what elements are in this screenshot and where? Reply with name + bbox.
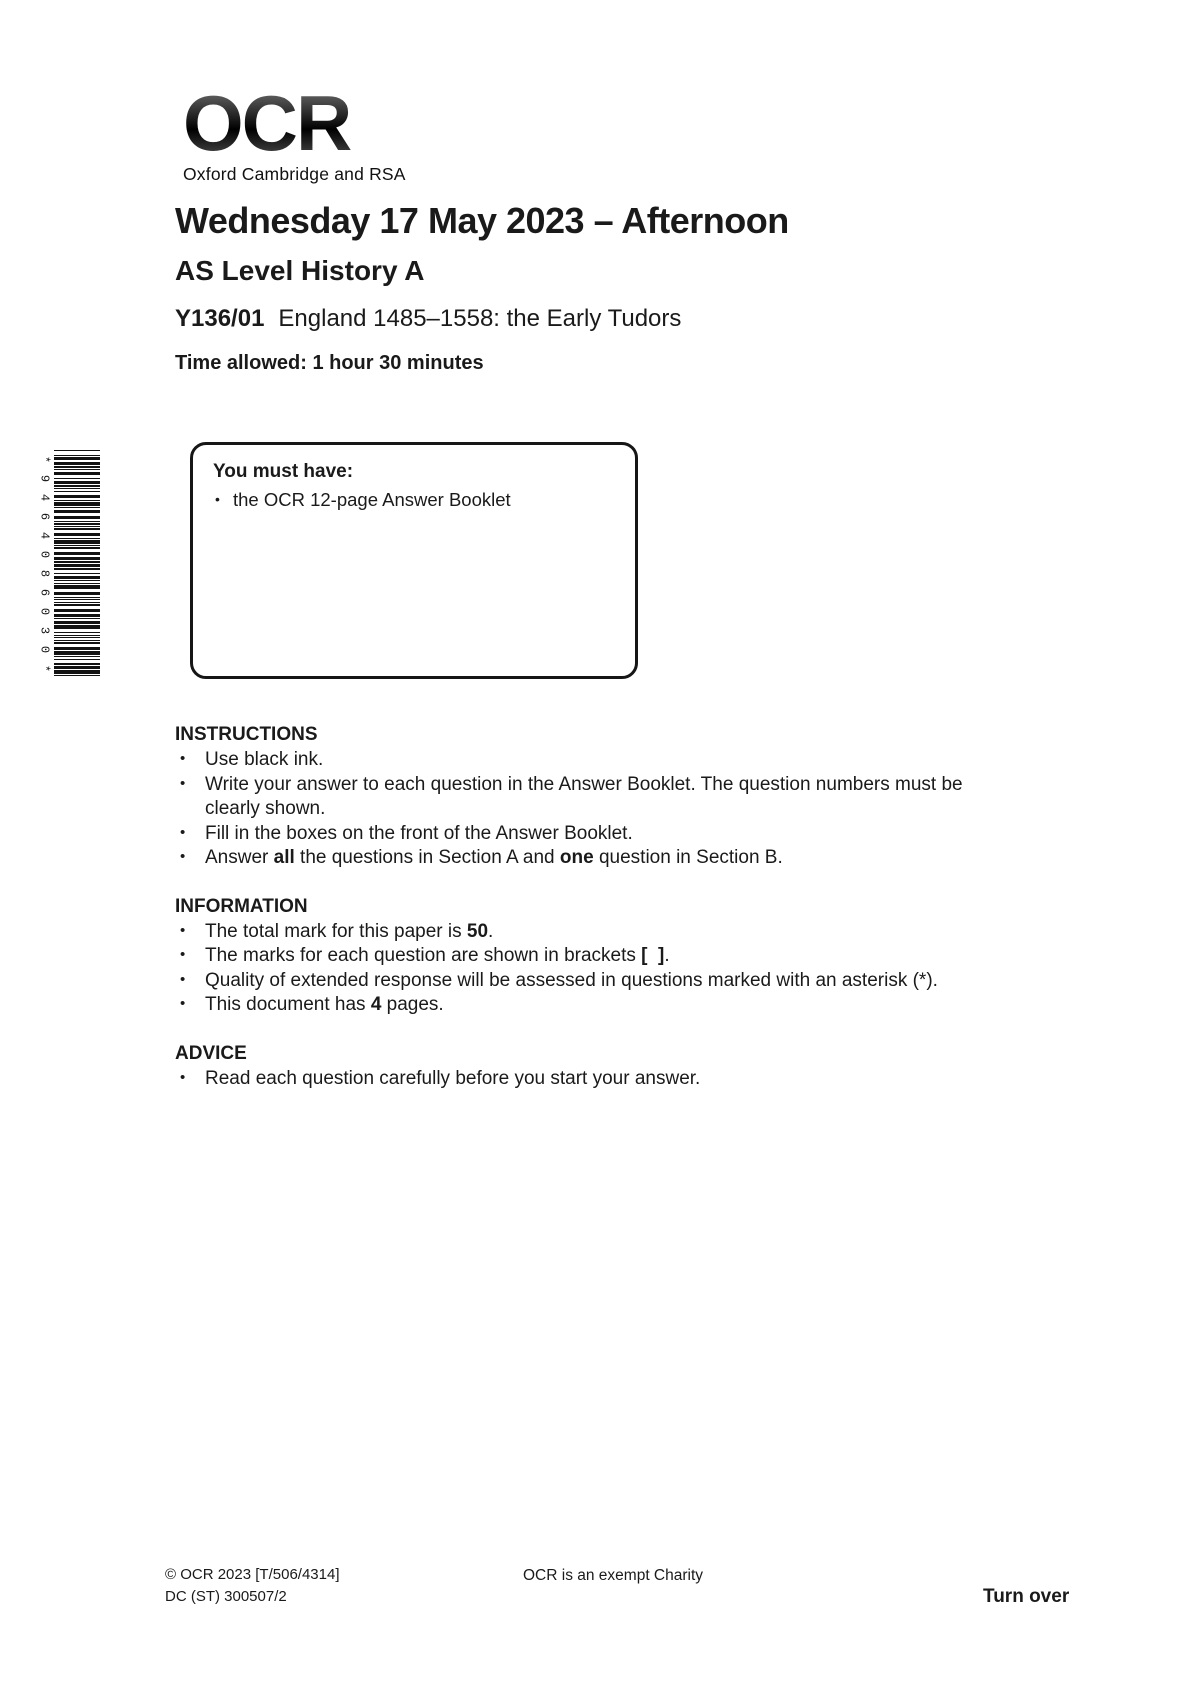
bullet-icon: •	[180, 848, 186, 865]
bullet-icon: •	[180, 774, 186, 792]
ocr-logo-text: OCR	[183, 84, 406, 162]
section-bullet-list	[175, 920, 1005, 1018]
footer-reference: DC (ST) 300507/2	[165, 1588, 287, 1605]
bullet-item	[175, 773, 1005, 822]
section-heading: ADVICE	[175, 1042, 247, 1064]
you-must-have-box	[190, 442, 638, 679]
must-have-item-text: the OCR 12-page Answer Booklet	[233, 489, 511, 510]
bullet-text: The total mark for this paper is 50.	[205, 920, 494, 942]
bullet-item	[175, 944, 1005, 969]
bullet-text: This document has 4 pages.	[205, 994, 444, 1015]
footer-charity-note: OCR is an exempt Charity	[523, 1567, 704, 1584]
qualification-title: AS Level History A	[175, 255, 425, 286]
barcode-text: * 9 4 6 4 0 8 6 0 3 0 *	[37, 455, 52, 673]
bullet-icon: •	[180, 823, 186, 841]
bullet-item	[175, 969, 1005, 994]
bullet-text: Read each question carefully before you start your answer.	[205, 1067, 701, 1089]
bullet-icon: •	[180, 921, 186, 939]
exam-date-title: Wednesday 17 May 2023 – Afternoon	[175, 200, 789, 241]
bullet-text: The marks for each question are shown in brackets [ ].	[205, 945, 670, 966]
barcode-bars	[54, 450, 100, 680]
paper-code: Y136/01	[175, 305, 265, 332]
bullet-text: Use black ink.	[205, 749, 324, 770]
bullet-item	[175, 920, 1005, 945]
bullet-item	[175, 993, 1005, 1018]
barcode	[36, 450, 100, 680]
bullet-text: Quality of extended response will be assessed in questions marked with an asterisk (*).	[205, 969, 938, 991]
bullet-text: Write your answer to each question in the Answer Booklet. The question numbers must be clearly shown.	[205, 773, 963, 819]
front-page-sections	[175, 722, 1005, 1114]
footer-copyright: © OCR 2023 [T/506/4314]	[165, 1566, 340, 1583]
ocr-logo-tagline: Oxford Cambridge and RSA	[183, 164, 406, 184]
section-bullet-list	[175, 748, 1005, 871]
must-have-list	[213, 487, 615, 512]
bullet-item	[175, 822, 1005, 847]
bullet-icon: •	[180, 946, 186, 963]
bullet-item	[175, 1067, 1005, 1092]
bullet-icon: •	[180, 1068, 186, 1086]
bullet-icon: •	[215, 491, 220, 507]
must-have-heading: You must have:	[213, 461, 354, 482]
bullet-text: Answer all the questions in Section A and one question in Section B.	[205, 847, 783, 868]
time-allowed: Time allowed: 1 hour 30 minutes	[175, 352, 484, 374]
turn-over-label: Turn over	[983, 1586, 1070, 1607]
paper-title: England 1485–1558: the Early Tudors	[278, 305, 682, 332]
section-bullet-list	[175, 1067, 1005, 1092]
section-heading: INFORMATION	[175, 895, 308, 917]
ocr-logo	[183, 79, 406, 185]
bullet-item	[175, 748, 1005, 773]
bullet-icon: •	[180, 970, 186, 988]
bullet-text: Fill in the boxes on the front of the Answer Booklet.	[205, 822, 633, 844]
bullet-item	[175, 846, 1005, 871]
paper-code-line	[175, 305, 681, 333]
bullet-icon: •	[180, 750, 186, 767]
bullet-icon: •	[180, 995, 186, 1012]
must-have-item	[213, 487, 615, 512]
section-heading: INSTRUCTIONS	[175, 724, 318, 745]
